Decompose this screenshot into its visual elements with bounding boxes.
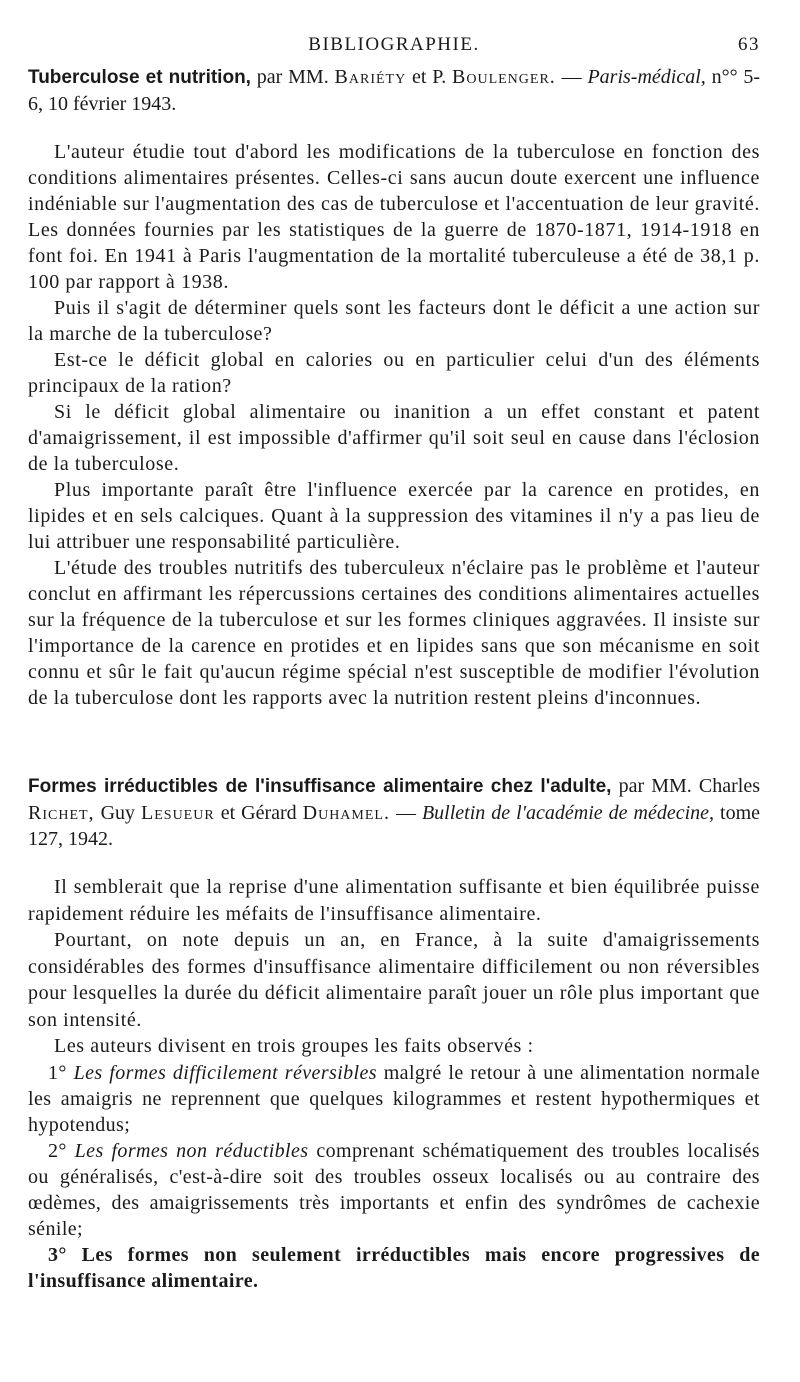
bibliography-entry-1 bbox=[28, 64, 760, 711]
list-item-number: 2° bbox=[48, 1139, 67, 1162]
entry-1-paragraph: Est-ce le déficit global en calories ou en particulier celui d'un des éléments principaux de la ration? bbox=[28, 349, 760, 397]
entry-2-paragraph: Pourtant, on note depuis un an, en France, à la suite d'amaigrissements considérables des formes d'insuffisance alimentaire difficilement ou non réversibles pour lesquelles la durée du déficit alimentaire paraît jouer un rôle plus important que son intensité. bbox=[28, 929, 760, 1031]
list-item-text: comprenant schématiquement des troubles localisés ou généralisés, c'est-à-dire soit des troubles osseux localisés ou au contraire des œdèmes, des amaigrissements très importants et enfin des syndrômes de cachexie sénile; bbox=[28, 1139, 760, 1240]
entry-2-by-2: Guy bbox=[100, 802, 136, 824]
list-item-number: 1° bbox=[48, 1061, 67, 1084]
list-item-number: 3° bbox=[48, 1243, 67, 1266]
list-item-text: malgré le retour à une alimentation normale les amaigris ne reprennent que quelques kilogrammes et restent hypothermiques et hypotendus; bbox=[28, 1061, 760, 1136]
page-number: 63 bbox=[738, 34, 760, 55]
entry-1-and: et P. bbox=[412, 66, 447, 88]
entry-1-author-1: Bariéty bbox=[334, 66, 407, 88]
entry-2-author-2: Lesueur bbox=[141, 802, 215, 824]
bibliography-entry-2 bbox=[28, 773, 760, 1294]
entry-2-list-item bbox=[28, 1060, 760, 1138]
entry-2-issue: tome 127, 1942. bbox=[28, 802, 761, 850]
entry-2-paragraph: Il semblerait que la reprise d'une alimentation suffisante et bien équilibrée puisse rapidement réduire les méfaits de l'insuffisance alimentaire. bbox=[28, 876, 760, 925]
entry-2-and: et Gérard bbox=[220, 802, 297, 824]
list-item-emphasis: Les formes difficilement réversibles bbox=[73, 1061, 377, 1084]
entry-2-citation bbox=[28, 773, 760, 852]
list-item-text: Les formes non seulement irréductibles mais encore progressives de l'insuffisance alimentaire. bbox=[28, 1243, 760, 1292]
entry-2-author-3: Duhamel. bbox=[302, 802, 390, 824]
entry-2-list-item bbox=[28, 1138, 760, 1242]
entry-2-journal: Bulletin de l'académie de médecine, bbox=[421, 802, 715, 824]
entry-1-paragraph: L'auteur étudie tout d'abord les modifications de la tuberculose en fonction des conditions alimentaires présentes. Celles-ci sans aucun doute exercent une influence indéniable sur l'augmentation des cas de tuberculose et l'accentuation de leur gravité. Les données fournies par les statistiques de la guerre de 1870-1871, 1914-1918 en font foi. En 1941 à Paris l'augmentation de la mortalité tuberculeuse a été de 38,1 p. 100 par rapport à 1938. bbox=[28, 141, 760, 293]
running-head-title: BIBLIOGRAPHIE. bbox=[308, 34, 480, 55]
entry-2-list-item bbox=[28, 1242, 760, 1294]
entry-1-journal: Paris-médical, bbox=[587, 66, 706, 88]
entry-1-citation bbox=[28, 64, 760, 117]
entry-1-title: Tuberculose et nutrition, bbox=[28, 67, 251, 88]
entry-2-by: par MM. Charles bbox=[618, 775, 761, 797]
list-item-emphasis: Les formes non réductibles bbox=[74, 1139, 309, 1162]
entry-2-title: Formes irréductibles de l'insuffisance alimentaire chez l'adulte, bbox=[28, 776, 612, 797]
entry-1-paragraph: Puis il s'agit de déterminer quels sont les facteurs dont le déficit a une action sur la marche de la tuberculose? bbox=[28, 297, 760, 345]
document-page bbox=[28, 30, 760, 1294]
entry-2-dash: — bbox=[395, 802, 416, 824]
entry-2-author-1: Richet, bbox=[28, 802, 95, 824]
entry-1-by: par MM. bbox=[256, 66, 329, 88]
entry-1-author-2: Boulenger. bbox=[452, 66, 556, 88]
running-head bbox=[28, 30, 760, 60]
entry-1-paragraph: Si le déficit global alimentaire ou inanition a un effet constant et patent d'amaigrissement, il est impossible d'affirmer qu'il soit seul en cause dans l'éclosion de la tuberculose. bbox=[28, 401, 760, 475]
entry-2-paragraph: Les auteurs divisent en trois groupes les faits observés : bbox=[54, 1035, 534, 1057]
entry-1-paragraph: Plus importante paraît être l'influence exercée par la carence en protides, en lipides et en sels calciques. Quant à la suppression des vitamines il n'y a pas lieu de lui attribuer une responsabilité particulière. bbox=[28, 479, 760, 553]
entry-1-dash: — bbox=[561, 66, 582, 88]
entry-1-issue: n°° 5-6, 10 février 1943. bbox=[28, 66, 761, 115]
entry-1-paragraph: L'étude des troubles nutritifs des tuberculeux n'éclaire pas le problème et l'auteur conclut en affirmant les répercussions certaines des conditions alimentaires actuelles sur la fréquence de la tuberculose et sur les formes cliniques aggravées. Il insiste sur l'importance de la carence en protides et en lipides sans que son mécanisme en soit connu et sûr le fait qu'aucun régime spécial n'est susceptible de modifier l'évolution de la tuberculose dont les rapports avec la nutrition restent pleins d'inconnues. bbox=[28, 557, 760, 709]
